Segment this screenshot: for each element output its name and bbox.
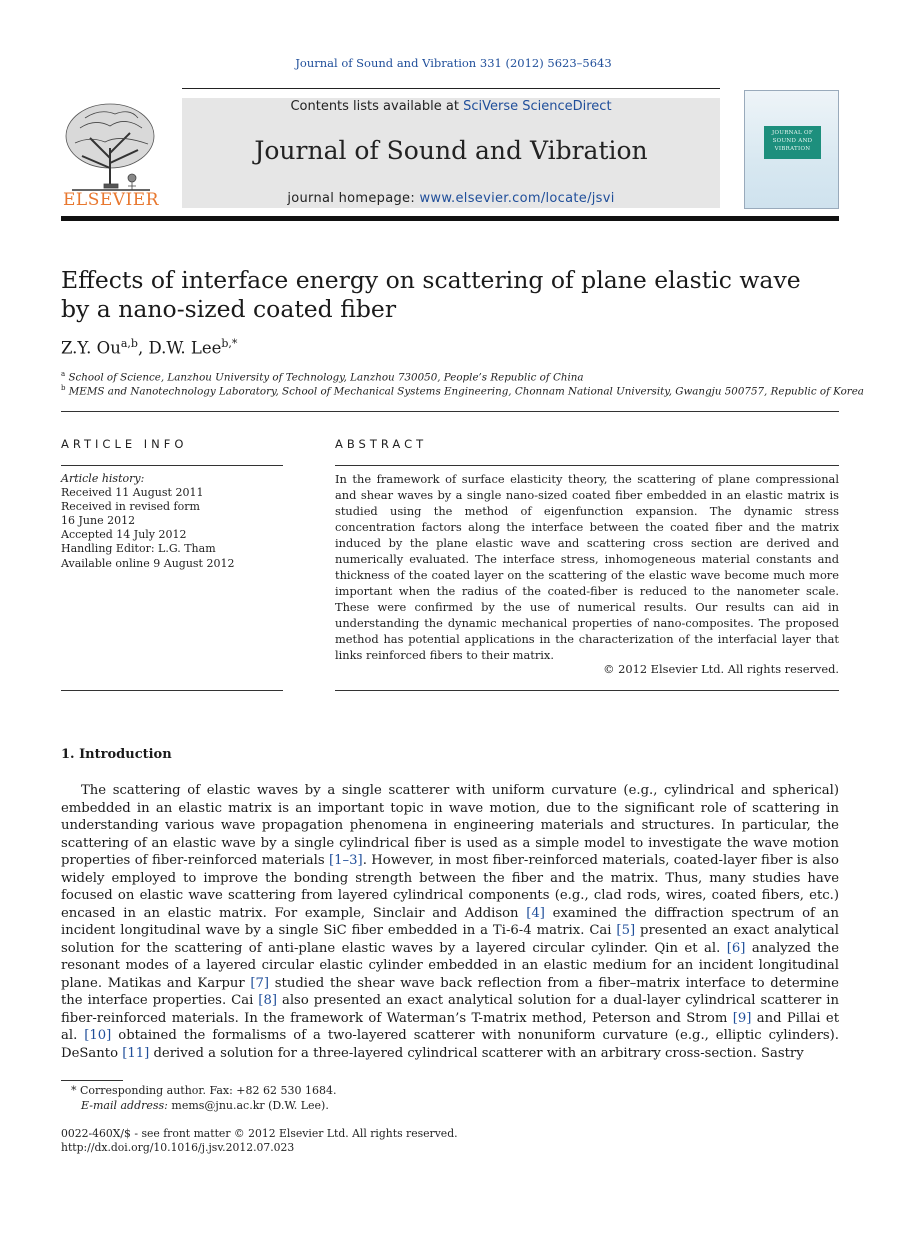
history-line: Handling Editor: L.G. Tham — [61, 542, 216, 556]
header-thick-rule — [61, 216, 839, 221]
article-title — [61, 266, 841, 324]
front-matter — [61, 1127, 458, 1155]
cover-title-text — [764, 129, 821, 153]
article-info-heading: ARTICLE INFO — [61, 437, 188, 451]
abstract-copyright: © 2012 Elsevier Ltd. All rights reserved. — [603, 662, 839, 676]
corresponding-author-note: * Corresponding author. Fax: +82 62 530 1684. — [71, 1084, 337, 1097]
reference-link[interactable]: [10] — [84, 1028, 112, 1043]
body-text-run: analyzed the resonant modes of a layered circular elastic cylinder embedded in an elastic medium for an incident longitudinal plane. Matikas and Karpur — [61, 940, 839, 991]
doi-link[interactable]: http://dx.doi.org/10.1016/j.jsv.2012.07.023 — [61, 1141, 295, 1154]
cover-text-line: SOUND AND — [772, 138, 813, 144]
body-text-run: The scattering of elastic waves by a single scatterer with uniform curvature (e.g., cylindrical and spherical) embedded in an elastic matrix is an important topic in wave motion, due to the significant role of scattering in understanding various wave propagation phenomena in engineering materials and structures. In particular, the scattering of an elastic wave by a single cylindrical fiber is used as a simple model to investigate the wave motion properties of fiber-reinforced materials — [61, 783, 839, 868]
divider — [61, 411, 839, 412]
affiliation-text: School of Science, Lanzhou University of Technology, Lanzhou 730050, People’s Republic of China — [68, 371, 584, 384]
author-name: D.W. Lee — [148, 338, 222, 358]
reference-link[interactable]: [8] — [258, 993, 277, 1008]
journal-title: Journal of Sound and Vibration — [254, 136, 648, 165]
introduction-text — [61, 782, 839, 1062]
reference-link[interactable]: [4] — [526, 905, 545, 921]
body-text-run: studied the shear wave back reflection from a fiber–matrix interface to determine the interface properties. Cai — [61, 975, 839, 1008]
contents-prefix: Contents lists available at — [290, 99, 464, 114]
history-label: Article history: — [61, 472, 145, 485]
divider — [335, 690, 839, 691]
body-text-run: also presented an exact analytical solution for a dual-layer cylindrical scatterer in fiber-reinforced materials. In the framework of Waterman’s T-matrix method, Peterson and Strom — [61, 993, 839, 1026]
reference-link[interactable]: [11] — [122, 1045, 150, 1061]
email-note — [61, 1099, 329, 1112]
reference-link[interactable]: [1–3] — [329, 853, 363, 868]
affiliation-mark: b — [61, 384, 66, 392]
history-line: Received in revised form — [61, 500, 200, 514]
journal-citation[interactable]: Journal of Sound and Vibration 331 (2012) 5623–5643 — [295, 56, 612, 70]
history-line: Accepted 14 July 2012 — [61, 528, 187, 542]
footnote-rule — [61, 1080, 123, 1081]
publisher-name: ELSEVIER — [63, 190, 159, 210]
abstract-heading: ABSTRACT — [335, 437, 428, 451]
history-line: 16 June 2012 — [61, 514, 136, 528]
author-name: Z.Y. Ou — [61, 338, 121, 358]
reference-link[interactable]: [6] — [726, 940, 746, 956]
affiliation-mark: a — [61, 370, 66, 378]
body-text-run: examined the diffraction spectrum of an incident longitudinal wave by a single SiC fiber embedded in a Ti-6-4 matrix. Cai — [61, 905, 839, 938]
article-title-line: Effects of interface energy on scattering of plane elastic wave — [61, 266, 801, 294]
cover-text-line: VIBRATION — [774, 146, 811, 152]
divider — [61, 690, 283, 691]
affiliation — [61, 384, 864, 397]
body-text-run: presented an exact analytical solution for the scattering of anti-plane elastic waves by a layered circular cylinder. Qin et al. — [61, 923, 839, 956]
journal-cover-thumbnail[interactable] — [744, 90, 839, 209]
body-text-run: and Pillai et al. — [61, 1010, 839, 1043]
author-affiliation-mark[interactable]: a,b — [120, 337, 138, 350]
affiliation-text: MEMS and Nanotechnology Laboratory, School of Mechanical Systems Engineering, Chonnam National University, Gwangju 500757, Republic of Korea — [68, 385, 864, 398]
article-title-line: by a nano-sized coated fiber — [61, 295, 397, 323]
affiliation — [61, 370, 584, 383]
reference-link[interactable]: [5] — [616, 923, 636, 938]
email-label: E-mail address: — [81, 1099, 168, 1112]
history-line: Received 11 August 2011 — [61, 486, 204, 500]
journal-homepage — [182, 191, 720, 206]
sciencedirect-link[interactable]: SciVerse ScienceDirect — [463, 99, 612, 114]
divider — [335, 465, 839, 466]
abstract-text: In the framework of surface elasticity theory, the scattering of plane compressional and shear waves by a single nano-sized coated fiber embedded in an elastic matrix is studied using the method of eigenfunction expansion. The dynamic stress concentration factors along the interface between the coated fiber and the matrix induced by the plane elastic wave and scattering cross section are derived and numerically evaluated. The interface stress, inhomogeneous material constants and thickness of the coated layer on the scattering of the elastic wave become much more important when the radius of the coated-fiber is reduced to the nanometer scale. These were confirmed by the use of numerical results. Our results can aid in understanding the dynamic mechanical properties of nano-composites. The proposed method has potential applications in the characterization of the interfacial layer that links reinforced fibers to their matrix. — [335, 472, 839, 662]
reference-link[interactable]: [7] — [250, 975, 270, 991]
body-text-run: derived a solution for a three-layered cylindrical scatterer with an arbitrary cross-section. Sastry — [149, 1045, 804, 1061]
reference-link[interactable]: [9] — [732, 1010, 752, 1026]
email-address[interactable]: mems@jnu.ac.kr (D.W. Lee). — [167, 1099, 329, 1112]
article-history — [61, 472, 283, 571]
body-text-run: obtained the formalisms of a two-layered scatterer with nonuniform curvature (e.g., elliptic cylinders). DeSanto — [61, 1028, 839, 1061]
author-affiliation-mark[interactable]: b,* — [221, 337, 238, 350]
cover-text-line: JOURNAL OF — [771, 130, 813, 136]
divider — [61, 465, 283, 466]
history-line: Available online 9 August 2012 — [61, 556, 235, 570]
front-matter-line: 0022-460X/$ - see front matter © 2012 Elsevier Ltd. All rights reserved. — [61, 1127, 458, 1140]
introduction-heading: 1. Introduction — [61, 747, 172, 762]
body-text-run: . However, in most fiber-reinforced materials, coated-layer fiber is also widely employed to improve the bonding strength between the fiber and the matrix. Thus, many studies have focused on elastic wave scattering from layered cylindrical components (e.g., clad rods, wires, coated fibers, etc.) encased in an elastic matrix. For example, Sinclair and Addison — [61, 853, 839, 921]
header-top-rule — [182, 88, 720, 89]
homepage-prefix: journal homepage: — [287, 191, 420, 206]
author-list: Z.Y. Ou$^{a,b}$, D.W. Lee$^{b,*}$ — [61, 337, 238, 358]
contents-availability — [182, 99, 720, 114]
homepage-link[interactable]: www.elsevier.com/locate/jsvi — [419, 191, 615, 206]
